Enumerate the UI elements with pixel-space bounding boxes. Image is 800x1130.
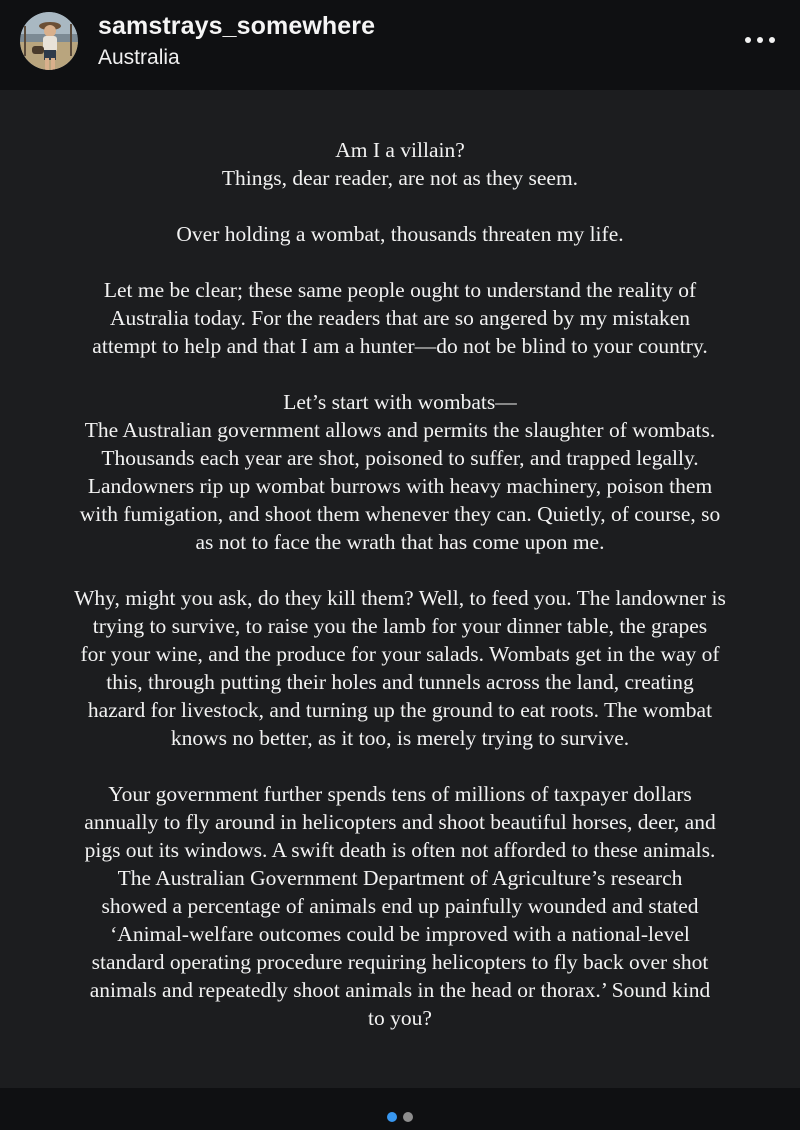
post-text-line: Over holding a wombat, thousands threaten my life. bbox=[176, 222, 624, 246]
more-dot bbox=[757, 37, 763, 43]
post-text-line: Am I a villain? bbox=[335, 138, 465, 162]
post-text-line: The Australian government allows and permits the slaughter of wombats. bbox=[84, 418, 716, 442]
post-text-line: Why, might you ask, do they kill them? Well, to feed you. The landowner is bbox=[74, 586, 726, 610]
post-paragraph bbox=[10, 220, 790, 248]
post-text-line: annually to fly around in helicopters and shoot beautiful horses, deer, and bbox=[84, 810, 716, 834]
username[interactable]: samstrays_somewhere bbox=[98, 12, 376, 40]
post-text-line: knows no better, as it too, is merely trying to survive. bbox=[170, 726, 630, 750]
post-paragraph bbox=[10, 276, 790, 360]
carousel-dot[interactable] bbox=[403, 1112, 413, 1122]
post-text-line: hazard for livestock, and turning up the ground to eat roots. The wombat bbox=[87, 698, 713, 722]
post-text-line: Landowners rip up wombat burrows with heavy machinery, poison them bbox=[87, 474, 713, 498]
post-text-line: Let’s start with wombats— bbox=[283, 390, 517, 414]
post-text-line: attempt to help and that I am a hunter—do not be blind to your country. bbox=[92, 334, 708, 358]
post-text-line: ‘Animal-welfare outcomes could be improved with a national-level bbox=[110, 922, 690, 946]
post-text-block bbox=[10, 136, 790, 1032]
post-text-line: Australia today. For the readers that are so angered by my mistaken bbox=[109, 306, 691, 330]
more-options-icon[interactable] bbox=[742, 34, 778, 46]
carousel-indicator bbox=[0, 1108, 800, 1128]
post-paragraph bbox=[10, 136, 790, 192]
post-text-line: this, through putting their holes and tunnels across the land, creating bbox=[106, 670, 694, 694]
post-paragraph bbox=[10, 584, 790, 752]
post-text-line: Your government further spends tens of millions of taxpayer dollars bbox=[108, 782, 692, 806]
post-text-line: with fumigation, and shoot them whenever they can. Quietly, of course, so bbox=[79, 502, 721, 526]
location-link[interactable]: Australia bbox=[98, 46, 180, 69]
post-image-slide[interactable] bbox=[0, 90, 800, 1088]
more-dot bbox=[769, 37, 775, 43]
post-text-line: trying to survive, to raise you the lamb for your dinner table, the grapes bbox=[92, 614, 708, 638]
avatar[interactable] bbox=[20, 12, 78, 70]
profile-photo-icon bbox=[20, 12, 78, 70]
post-header bbox=[0, 0, 800, 88]
post-text-line: standard operating procedure requiring helicopters to fly back over shot bbox=[91, 950, 709, 974]
post-paragraph bbox=[10, 780, 790, 1032]
post-text-line: to you? bbox=[368, 1006, 432, 1030]
post-text-line: The Australian Government Department of Agriculture’s research bbox=[117, 866, 683, 890]
post-paragraph bbox=[10, 388, 790, 556]
post-text-line: animals and repeatedly shoot animals in the head or thorax.’ Sound kind bbox=[89, 978, 711, 1002]
more-dot bbox=[745, 37, 751, 43]
post-text-line: Let me be clear; these same people ought to understand the reality of bbox=[103, 278, 697, 302]
carousel-dot-active[interactable] bbox=[387, 1112, 397, 1122]
post-text-line: showed a percentage of animals end up painfully wounded and stated bbox=[101, 894, 699, 918]
post-text-line: for your wine, and the produce for your salads. Wombats get in the way of bbox=[80, 642, 720, 666]
post-text-line: as not to face the wrath that has come upon me. bbox=[195, 530, 605, 554]
post-text-line: Things, dear reader, are not as they seem. bbox=[221, 166, 579, 190]
post-text-line: pigs out its windows. A swift death is often not afforded to these animals. bbox=[84, 838, 716, 862]
post-text-line: Thousands each year are shot, poisoned to suffer, and trapped legally. bbox=[101, 446, 699, 470]
